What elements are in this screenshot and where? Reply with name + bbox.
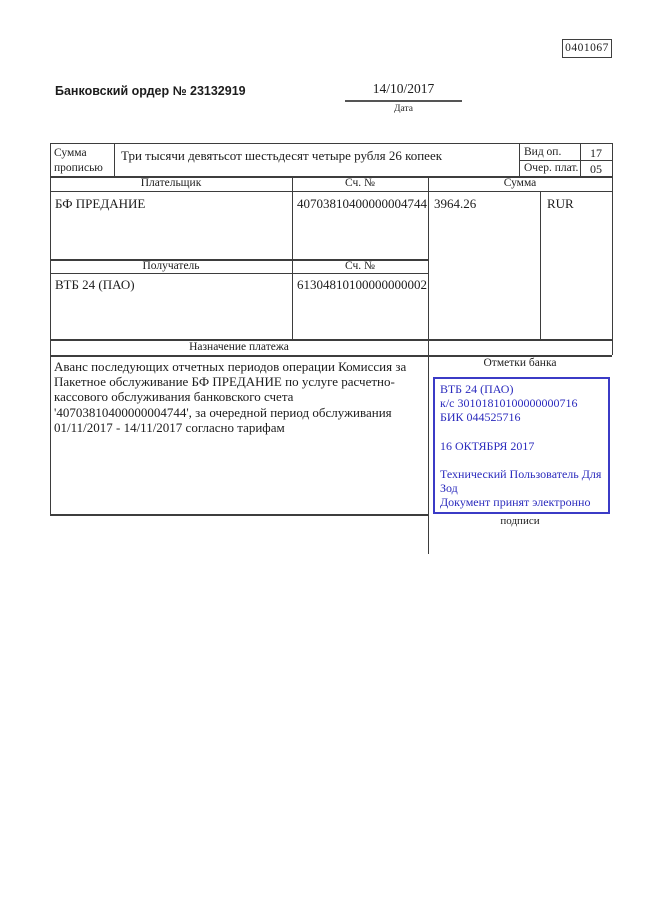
bank-stamp <box>433 377 610 514</box>
border-line <box>292 176 293 339</box>
border-line <box>50 143 612 144</box>
stamp-status: Документ принят электронно <box>440 495 591 510</box>
payer-account: 40703810400000004744 <box>297 196 427 211</box>
payer-account-column-header: Сч. № <box>344 177 376 189</box>
border-line <box>50 143 51 514</box>
stamp-user-line: Технический Пользователь Для <box>440 466 602 481</box>
amount-in-words-value: Три тысячи девятьсот шестьдесят четыре рубля 26 копеек <box>121 148 443 163</box>
signatures-label: подписи <box>500 515 540 527</box>
amount-in-words-label: Сумма прописью <box>54 147 103 174</box>
purpose-text-line: '40703810400000004744', за очередной период обслуживания <box>54 404 392 420</box>
date-label: Дата <box>394 104 413 114</box>
purpose-text-line: кассового обслуживания банковского счета <box>54 389 294 405</box>
border-line <box>114 143 115 176</box>
payee-column-header: Получатель <box>142 260 200 272</box>
payer-name: БФ ПРЕДАНИЕ <box>55 196 146 211</box>
stamp-user-line: Зод <box>440 481 458 496</box>
border-line <box>519 143 520 176</box>
border-line <box>540 191 541 339</box>
stamp-corr-account: к/с 30101810100000000716 <box>440 396 578 411</box>
payment-priority-label: Очер. плат. <box>524 162 579 174</box>
amount-currency: RUR <box>547 196 574 211</box>
border-line <box>50 514 428 516</box>
stamp-bank-name: ВТБ 24 (ПАО) <box>440 382 514 396</box>
purpose-text-line: Аванс последующих отчетных периодов операции Комиссия за <box>54 359 407 374</box>
date-value: 14/10/2017 <box>345 81 462 102</box>
amount-column-header: Сумма <box>503 177 537 189</box>
op-type-value: 17 <box>590 146 602 160</box>
payee-account-column-header: Сч. № <box>344 260 376 272</box>
purpose-text-line: 01/11/2017 - 14/11/2017 согласно тарифам <box>54 419 285 435</box>
amount-value: 3964.26 <box>434 196 477 211</box>
date-block <box>345 81 462 114</box>
purpose-header: Назначение платежа <box>189 341 289 353</box>
border-line <box>612 143 613 355</box>
purpose-text-line: Пакетное обслуживание БФ ПРЕДАНИЕ по услуге расчетно- <box>54 374 395 390</box>
payee-name: ВТБ 24 (ПАО) <box>55 277 135 292</box>
document-title: Банковский ордер № 23132919 <box>55 84 246 98</box>
stamp-bik: БИК 044525716 <box>440 410 521 425</box>
border-line <box>50 273 428 274</box>
payment-priority-value: 05 <box>590 162 602 176</box>
form-code-box: 0401067 <box>562 39 612 58</box>
payee-account: 61304810100000000002 <box>297 277 427 292</box>
purpose-text <box>54 359 426 435</box>
stamp-date: 16 ОКТЯБРЯ 2017 <box>440 438 535 453</box>
payer-column-header: Плательщик <box>140 177 202 189</box>
op-type-label: Вид оп. <box>524 146 562 158</box>
border-line <box>50 191 612 192</box>
bank-marks-header: Отметки банка <box>483 357 557 369</box>
